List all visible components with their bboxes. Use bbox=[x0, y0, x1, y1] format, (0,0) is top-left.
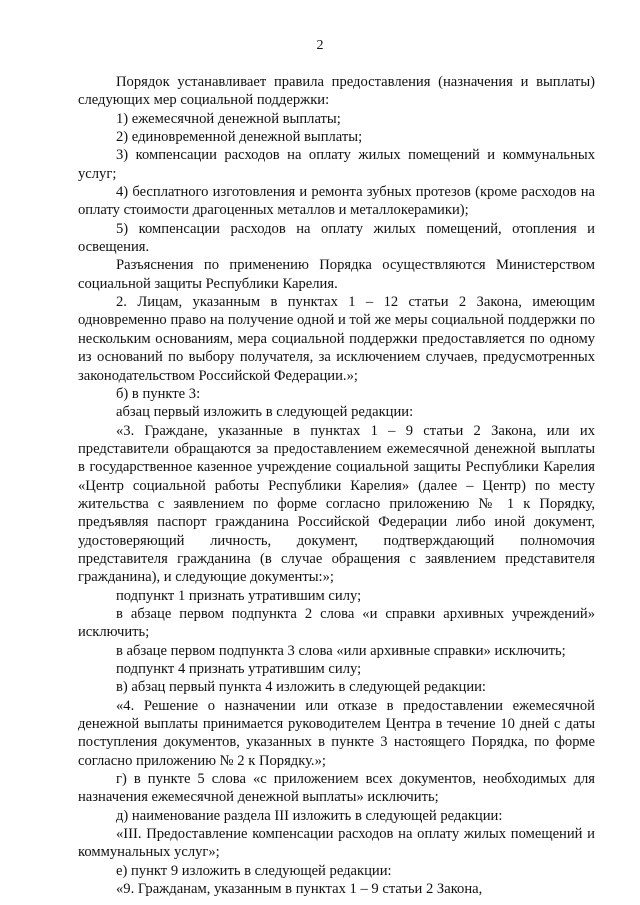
paragraph: 2. Лицам, указанным в пунктах 1 – 12 статьи 2 Закона, имеющим одновременно право на получение одной и той же меры социальной поддержки по нескольким основаниям, мера социальной поддержки предоставляется по одному из оснований по выбору получателя, за исключением случаев, предусмотренных законодательством Российской Федерации.»; bbox=[78, 294, 595, 384]
list-item: 1) ежемесячной денежной выплаты; bbox=[116, 110, 341, 127]
paragraph: «4. Решение о назначении или отказе в предоставлении ежемесячной денежной выплаты принимается руководителем Центра в течение 10 дней с даты поступления документов, указанных в пункте 3 настоящего Порядка, по форме согласно приложению № 2 к Порядку.»; bbox=[78, 697, 595, 769]
paragraph: е) пункт 9 изложить в следующей редакции: bbox=[116, 862, 392, 879]
paragraph: в абзаце первом подпункта 3 слова «или архивные справки» исключить; bbox=[116, 642, 566, 659]
document-body bbox=[78, 73, 595, 898]
paragraph: «9. Гражданам, указанным в пунктах 1 – 9 статьи 2 Закона, bbox=[116, 881, 483, 898]
paragraph: «III. Предоставление компенсации расходов на оплату жилых помещений и коммунальных услуг»; bbox=[78, 826, 595, 861]
list-item: 5) компенсации расходов на оплату жилых помещений, отопления и освещения. bbox=[78, 220, 595, 256]
paragraph: «3. Граждане, указанные в пунктах 1 – 9 статьи 2 Закона, или их представители обращаются за предоставлением ежемесячной денежной выплаты в государственное казенное учреждение социальной защиты Республики Карелия «Центр социальной работы Республики Карелия» (далее – Центр) по месту жительства с заявлением по форме согласно приложению № 1 к Порядку, предъявляя паспорт гражданина Российской Федерации либо иной документ, удостоверяющий личность, документ, подтверждающий полномочия представителя гражданина (в случае обращения с заявлением представителя гражданина), и следующие документы:»; bbox=[78, 422, 595, 586]
paragraph: Порядок устанавливает правила предоставления (назначения и выплаты) следующих мер социальной поддержки: bbox=[78, 74, 595, 109]
paragraph: г) в пункте 5 слова «с приложением всех документов, необходимых для назначения ежемесячной денежной выплаты» исключить; bbox=[78, 771, 595, 806]
paragraph: б) в пункте 3: bbox=[116, 385, 201, 402]
list-item: 3) компенсации расходов на оплату жилых помещений и коммунальных услуг; bbox=[78, 147, 595, 182]
paragraph: в) абзац первый пункта 4 изложить в следующей редакции: bbox=[116, 679, 486, 696]
paragraph: Разъяснения по применению Порядка осуществляются Министерством социальной защиты Республики Карелия. bbox=[78, 257, 595, 292]
list-item: 4) бесплатного изготовления и ремонта зубных протезов (кроме расходов на оплату стоимости драгоценных металлов и металлокерамики); bbox=[78, 184, 595, 219]
list-item: 2) единовременной денежной выплаты; bbox=[116, 129, 363, 146]
page-number: 2 bbox=[316, 38, 324, 53]
paragraph: подпункт 4 признать утратившим силу; bbox=[116, 661, 362, 677]
paragraph: д) наименование раздела III изложить в следующей редакции: bbox=[116, 807, 503, 824]
paragraph: в абзаце первом подпункта 2 слова «и справки архивных учреждений» исключить; bbox=[78, 605, 595, 641]
paragraph: подпункт 1 признать утратившим силу; bbox=[116, 587, 362, 604]
paragraph: абзац первый изложить в следующей редакции: bbox=[116, 404, 414, 421]
